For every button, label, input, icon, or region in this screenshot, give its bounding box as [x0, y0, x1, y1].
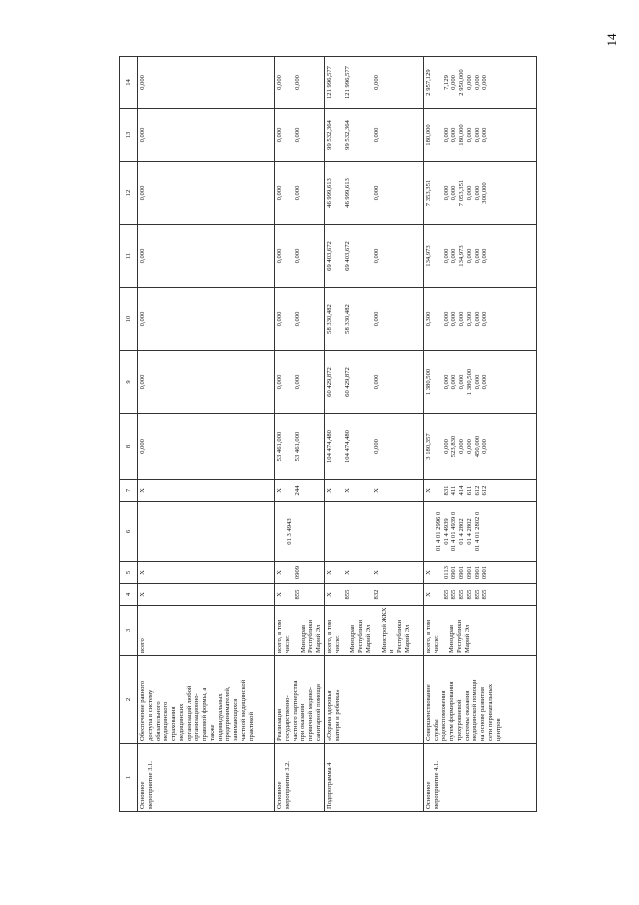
- cell-line: 0,000: [473, 374, 481, 390]
- cell-col-1: [138, 744, 275, 812]
- cell-line: 0,000: [450, 127, 458, 143]
- cell-line: 1 380,500: [424, 368, 432, 396]
- cell-line: X: [325, 488, 333, 493]
- cell-line: 855: [293, 589, 301, 600]
- cell-col-8: [324, 414, 423, 480]
- cell-line: X: [343, 488, 351, 493]
- column-header-12: 12: [120, 162, 138, 225]
- cell-line: и: [388, 649, 396, 653]
- cell-line: 855: [450, 589, 458, 600]
- cell-line: 0,000: [481, 75, 489, 90]
- cell-line: 0901: [481, 565, 489, 580]
- cell-col-10: [423, 288, 536, 351]
- cell-line: 0113: [442, 566, 450, 579]
- cell-line: Республики: [307, 619, 315, 653]
- cell-line: 0,000: [293, 248, 301, 264]
- cell-line: 0,000: [373, 374, 381, 390]
- cell-line: практикой: [247, 712, 255, 741]
- cell-line: 612: [481, 485, 489, 496]
- cell-line: Совершенствование: [424, 684, 432, 741]
- cell-line: 99 532,364: [325, 120, 333, 150]
- cell-line: 0,000: [442, 374, 450, 390]
- cell-line: частного партнерства: [291, 680, 299, 741]
- cell-col-11: [423, 225, 536, 288]
- cell-line: 2 950,000: [458, 69, 466, 96]
- cell-line: 0,000: [373, 311, 381, 327]
- cell-line: X: [276, 570, 283, 575]
- cell-line: 0,000: [442, 439, 450, 454]
- cell-line: 2 957,129: [424, 69, 432, 96]
- cell-col-12: [324, 162, 423, 225]
- cell-line: 0901: [465, 565, 473, 580]
- cell-col-4: [275, 584, 325, 606]
- cell-line: 0,000: [276, 127, 283, 143]
- header-row: [120, 57, 138, 812]
- cell-line: доступа в систему: [146, 689, 154, 741]
- cell-line: 0901: [473, 565, 481, 580]
- cell-line: 134,973: [424, 245, 432, 267]
- cell-line: правовой формы, а: [201, 687, 209, 741]
- cell-col-13: [138, 109, 275, 162]
- cell-line: 180,000: [424, 124, 432, 146]
- cell-line: 0,000: [373, 185, 381, 201]
- rotated-table-sheet: [119, 57, 524, 812]
- cell-line: предпринимателей,: [224, 686, 232, 741]
- cell-line: 46 999,613: [325, 178, 333, 208]
- cell-line: 7,129: [442, 75, 450, 90]
- cell-line: Марий Эл: [403, 624, 411, 653]
- cell-line: 134,973: [458, 245, 466, 267]
- table-row: [423, 57, 536, 812]
- cell-line: первичной медико-: [307, 687, 315, 741]
- cell-line: 0901: [450, 565, 458, 580]
- cell-line: 0901: [458, 565, 466, 580]
- cell-line: числе:: [432, 635, 440, 653]
- cell-col-7: [275, 480, 325, 502]
- cell-line: Республики: [357, 619, 365, 653]
- cell-line: Марий Эл: [364, 624, 372, 653]
- cell-line: медицинских: [177, 703, 185, 741]
- cell-line: 0,000: [139, 127, 146, 143]
- cell-col-4: [324, 584, 423, 606]
- cell-line: на основе развития: [479, 687, 487, 741]
- cell-line: 53 461,000: [293, 431, 301, 462]
- cell-col-6: [275, 502, 325, 562]
- cell-line: частной медицинской: [239, 679, 247, 741]
- cell-line: 0,000: [465, 248, 473, 264]
- cell-line: 855: [473, 589, 481, 600]
- cell-line: 0,300: [465, 311, 473, 327]
- cell-line: «Охрана здоровья: [325, 690, 333, 741]
- column-header-11: 11: [120, 225, 138, 288]
- cell-line: 0,000: [473, 311, 481, 327]
- cell-line: Обеспечение равного: [139, 680, 146, 741]
- cell-line: 104 474,480: [325, 430, 333, 463]
- cell-col-10: [275, 288, 325, 351]
- cell-line: 01 4 2802: [458, 518, 466, 545]
- cell-line: 0,000: [465, 127, 473, 143]
- cell-line: мероприятие 3.2.: [283, 761, 291, 809]
- cell-line: 414: [458, 485, 466, 496]
- cell-line: 01 4 2802: [465, 518, 473, 545]
- cell-line: медицинской помощи: [471, 679, 479, 741]
- cell-col-6: [324, 502, 423, 562]
- cell-line: всего: [139, 638, 146, 653]
- cell-col-7: [324, 480, 423, 502]
- column-header-5: 5: [120, 562, 138, 584]
- cell-line: Реализация: [276, 708, 283, 741]
- cell-line: 0,000: [276, 248, 283, 264]
- cell-col-13: [324, 109, 423, 162]
- cell-line: 0,000: [481, 127, 489, 143]
- cell-line: 7 053,351: [458, 179, 466, 207]
- cell-col-11: [138, 225, 275, 288]
- cell-col-9: [275, 351, 325, 414]
- cell-line: Марий Эл: [463, 624, 471, 653]
- cell-line: всего, в том: [276, 619, 283, 653]
- cell-col-9: [138, 351, 275, 414]
- cell-line: 01 4 01 4939 0: [450, 511, 458, 552]
- table-row: [324, 57, 423, 812]
- cell-line: 0,000: [450, 248, 458, 264]
- cell-col-6: [138, 502, 275, 562]
- cell-line: X: [276, 488, 283, 493]
- cell-line: X: [139, 592, 146, 597]
- cell-line: сети перинатальных: [486, 683, 494, 741]
- cell-line: 832: [373, 589, 381, 600]
- cell-col-10: [324, 288, 423, 351]
- cell-line: 0,000: [293, 75, 301, 90]
- cell-line: 0,000: [465, 185, 473, 201]
- cell-line: всего, в том: [424, 619, 432, 653]
- cell-line: 01 4 4939: [442, 518, 450, 545]
- cell-col-3: [275, 606, 325, 656]
- cell-line: числе:: [283, 635, 291, 653]
- cell-line: также: [208, 724, 216, 741]
- cell-line: 0,000: [139, 374, 146, 390]
- cell-line: центров: [494, 718, 502, 741]
- cell-line: 0909: [293, 565, 301, 580]
- cell-line: 611: [465, 485, 473, 496]
- cell-col-1: [423, 744, 536, 812]
- cell-line: 411: [450, 485, 458, 496]
- cell-line: 0,000: [481, 248, 489, 264]
- cell-line: 0,000: [373, 127, 381, 143]
- cell-line: 58 330,482: [325, 304, 333, 334]
- cell-col-11: [324, 225, 423, 288]
- cell-col-1: [275, 744, 325, 812]
- cell-col-13: [275, 109, 325, 162]
- cell-col-4: [423, 584, 536, 606]
- cell-line: 0,000: [450, 311, 458, 327]
- cell-col-14: [324, 57, 423, 109]
- cell-line: 121 996,577: [325, 66, 333, 99]
- cell-col-2: [275, 656, 325, 744]
- cell-line: 0,000: [442, 127, 450, 143]
- cell-line: числе:: [333, 635, 341, 653]
- cell-col-3: [138, 606, 275, 656]
- cell-line: 0,000: [373, 248, 381, 264]
- column-header-10: 10: [120, 288, 138, 351]
- cell-line: родовспоможения: [440, 690, 448, 741]
- table-header: [120, 57, 138, 812]
- cell-col-9: [324, 351, 423, 414]
- cell-line: 0,000: [473, 248, 481, 264]
- cell-line: X: [373, 570, 381, 575]
- column-header-14: 14: [120, 57, 138, 109]
- cell-line: 0,000: [481, 439, 489, 454]
- cell-line: X: [139, 488, 146, 493]
- cell-line: 0,000: [139, 311, 146, 327]
- cell-line: 01 4 01 2996 0: [434, 511, 442, 552]
- cell-col-14: [275, 57, 325, 109]
- cell-col-14: [423, 57, 536, 109]
- cell-line: Марий Эл: [315, 624, 323, 653]
- cell-line: службы: [432, 719, 440, 741]
- cell-col-3: [423, 606, 536, 656]
- cell-line: Подпрограмма 4: [325, 762, 333, 809]
- cell-line: 0,000: [276, 311, 283, 327]
- cell-line: Основное: [424, 781, 432, 809]
- cell-line: 855: [458, 589, 466, 600]
- cell-line: 0,000: [293, 311, 301, 327]
- cell-line: 0,000: [373, 75, 381, 90]
- cell-line: 0,000: [450, 185, 458, 201]
- cell-col-8: [275, 414, 325, 480]
- cell-col-5: [275, 562, 325, 584]
- cell-line: системы оказания: [463, 690, 471, 741]
- cell-line: X: [343, 570, 351, 575]
- cell-line: 69 403,672: [343, 241, 351, 271]
- cell-line: страхования: [170, 706, 178, 741]
- cell-line: Основное: [139, 781, 146, 809]
- cell-line: 0,300: [424, 311, 432, 327]
- cell-line: занимающихся: [232, 698, 240, 741]
- cell-line: 0,000: [276, 374, 283, 390]
- column-header-6: 6: [120, 502, 138, 562]
- cell-line: 855: [465, 589, 473, 600]
- cell-line: Минздрав: [349, 624, 357, 653]
- cell-line: 0,000: [293, 185, 301, 201]
- cell-line: 523,830: [450, 435, 458, 458]
- cell-line: санитарной помощи: [314, 684, 322, 741]
- cell-line: организаций любой: [185, 685, 193, 741]
- cell-line: X: [424, 570, 432, 575]
- cell-line: 60 429,872: [343, 367, 351, 397]
- cell-line: 3 180,357: [424, 433, 432, 460]
- cell-line: 0,000: [481, 374, 489, 390]
- cell-line: 0,000: [465, 439, 473, 454]
- table-body: [138, 57, 537, 812]
- table-row: [138, 57, 275, 812]
- cell-col-10: [138, 288, 275, 351]
- cell-line: мероприятие 3.1.: [146, 761, 154, 809]
- cell-col-2: [423, 656, 536, 744]
- cell-line: 0,000: [139, 75, 146, 90]
- cell-col-11: [275, 225, 325, 288]
- cell-line: Республики: [396, 619, 404, 653]
- cell-line: X: [424, 592, 432, 597]
- column-header-8: 8: [120, 414, 138, 480]
- cell-line: 0,000: [473, 185, 481, 201]
- cell-line: 855: [442, 589, 450, 600]
- column-header-9: 9: [120, 351, 138, 414]
- cell-line: Минздрав: [299, 624, 307, 653]
- cell-col-9: [423, 351, 536, 414]
- cell-col-12: [275, 162, 325, 225]
- cell-col-3: [324, 606, 423, 656]
- cell-line: 0,000: [276, 185, 283, 201]
- cell-line: при оказании: [299, 703, 307, 741]
- cell-line: матери и ребенка»: [333, 689, 341, 741]
- cell-line: мероприятие 4.1.: [432, 761, 440, 809]
- cell-col-2: [138, 656, 275, 744]
- cell-col-8: [423, 414, 536, 480]
- cell-line: 180,000: [458, 124, 466, 146]
- cell-line: всего, в том: [325, 619, 333, 653]
- cell-line: 855: [481, 589, 489, 600]
- cell-line: государственно-: [283, 695, 291, 741]
- cell-line: 0,000: [293, 374, 301, 390]
- table-row: [275, 57, 325, 812]
- cell-line: Республики: [456, 619, 464, 653]
- cell-line: 104 474,480: [343, 430, 351, 463]
- column-header-13: 13: [120, 109, 138, 162]
- cell-line: Минстрой ЖКХ: [380, 607, 388, 653]
- cell-col-13: [423, 109, 536, 162]
- cell-line: 0,000: [458, 439, 466, 454]
- page-number: 14: [604, 33, 619, 47]
- cell-line: путем формирования: [448, 681, 456, 741]
- cell-line: индивидуальных: [216, 693, 224, 741]
- cell-line: 0,000: [458, 311, 466, 327]
- column-header-1: 1: [120, 744, 138, 812]
- budget-table: [119, 56, 537, 812]
- cell-line: 0,000: [442, 311, 450, 327]
- cell-line: X: [325, 570, 333, 575]
- cell-line: 121 996,577: [343, 66, 351, 99]
- cell-line: 0,000: [293, 127, 301, 143]
- cell-col-6: [423, 502, 536, 562]
- cell-line: 0,000: [276, 75, 283, 90]
- cell-line: Основное: [276, 781, 283, 809]
- cell-line: 300,000: [481, 182, 489, 204]
- cell-line: 0,000: [465, 75, 473, 90]
- cell-col-7: [138, 480, 275, 502]
- cell-col-2: [324, 656, 423, 744]
- cell-line: 0,000: [139, 439, 146, 454]
- column-header-2: 2: [120, 656, 138, 744]
- cell-col-7: [423, 480, 536, 502]
- cell-line: 53 461,000: [276, 431, 283, 462]
- cell-col-8: [138, 414, 275, 480]
- cell-col-5: [324, 562, 423, 584]
- cell-line: 0,000: [450, 75, 458, 90]
- cell-line: 0,000: [373, 439, 381, 454]
- cell-line: 01 3 4943: [286, 518, 293, 545]
- cell-line: X: [373, 488, 381, 493]
- cell-col-1: [324, 744, 423, 812]
- cell-col-14: [138, 57, 275, 109]
- cell-line: трехуровневой: [455, 699, 463, 741]
- cell-line: 1 380,500: [465, 368, 473, 396]
- cell-line: 58 330,482: [343, 304, 351, 334]
- cell-line: 0,000: [442, 248, 450, 264]
- column-header-3: 3: [120, 606, 138, 656]
- cell-line: 46 999,613: [343, 178, 351, 208]
- cell-line: 0,000: [139, 185, 146, 201]
- cell-line: 0,000: [442, 185, 450, 201]
- cell-line: медицинского: [162, 701, 170, 741]
- cell-line: 244: [293, 485, 301, 496]
- cell-line: 0,000: [473, 127, 481, 143]
- cell-col-12: [423, 162, 536, 225]
- cell-line: X: [424, 488, 432, 493]
- cell-line: X: [325, 592, 333, 597]
- cell-line: 831: [442, 485, 450, 496]
- cell-col-12: [138, 162, 275, 225]
- cell-line: 855: [343, 589, 351, 600]
- cell-line: 0,000: [458, 374, 466, 390]
- cell-col-5: [423, 562, 536, 584]
- cell-line: 7 353,351: [424, 179, 432, 207]
- cell-line: 99 532,364: [343, 120, 351, 150]
- column-header-4: 4: [120, 584, 138, 606]
- cell-line: организационно-: [193, 693, 201, 741]
- cell-line: обязательного: [154, 701, 162, 741]
- column-header-7: 7: [120, 480, 138, 502]
- cell-col-5: [138, 562, 275, 584]
- cell-line: 0,000: [139, 248, 146, 264]
- cell-line: 01 4 01 2802 0: [473, 511, 481, 552]
- cell-line: 450,000: [473, 435, 481, 458]
- cell-line: 69 403,672: [325, 241, 333, 271]
- cell-line: 60 429,872: [325, 367, 333, 397]
- cell-line: X: [139, 570, 146, 575]
- cell-line: Минздрав: [448, 624, 456, 653]
- cell-line: 0,000: [473, 75, 481, 90]
- cell-line: X: [276, 592, 283, 597]
- cell-line: 0,000: [481, 311, 489, 327]
- cell-line: 612: [473, 485, 481, 496]
- cell-line: 0,000: [450, 374, 458, 390]
- cell-col-4: [138, 584, 275, 606]
